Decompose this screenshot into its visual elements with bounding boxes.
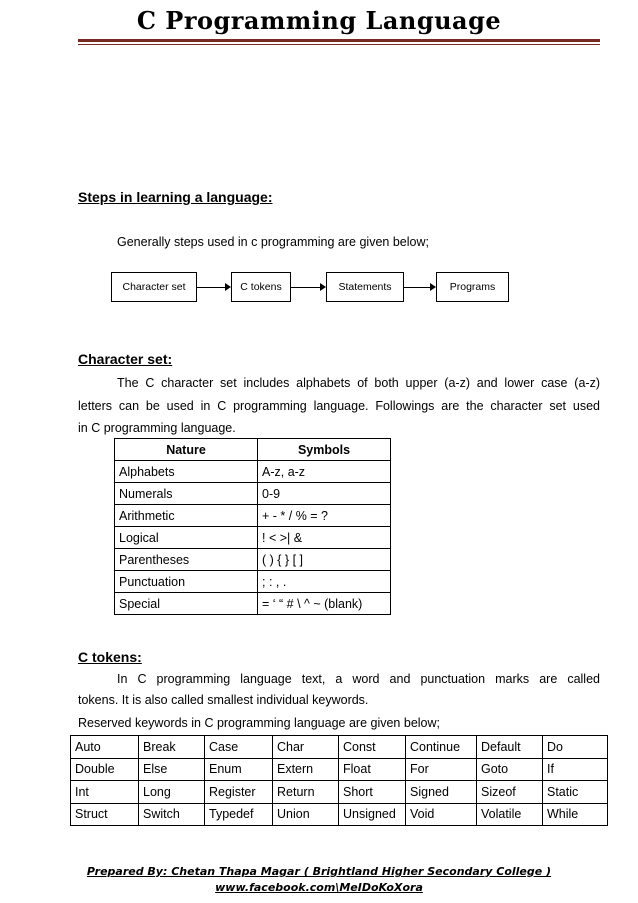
table-cell: Int <box>71 781 139 804</box>
table-cell: Short <box>339 781 406 804</box>
title-rule-thick <box>78 39 600 42</box>
table-row <box>71 781 608 804</box>
table-cell: A-z, a-z <box>258 461 391 483</box>
header-symbols: Symbols <box>258 439 391 461</box>
table-cell: 0-9 <box>258 483 391 505</box>
table-cell: Union <box>273 803 339 826</box>
table-cell: Break <box>139 736 205 759</box>
table-cell: Switch <box>139 803 205 826</box>
table-row <box>115 527 391 549</box>
footer-link[interactable]: www.facebook.com\MeIDoKoXora <box>215 881 423 894</box>
table-cell: Logical <box>115 527 258 549</box>
table-cell: Double <box>71 758 139 781</box>
table-cell: Numerals <box>115 483 258 505</box>
table-cell: Continue <box>406 736 477 759</box>
table-cell: Const <box>339 736 406 759</box>
table-cell: Special <box>115 593 258 615</box>
table-cell: Struct <box>71 803 139 826</box>
table-cell: = ‘ “ # \ ^ ~ (blank) <box>258 593 391 615</box>
table-cell: ! < >| & <box>258 527 391 549</box>
table-cell: Volatile <box>477 803 543 826</box>
flow-box-programs: Programs <box>436 272 509 302</box>
tokens-para-line3: Reserved keywords in C programming language are given below; <box>78 716 440 730</box>
table-row <box>71 803 608 826</box>
table-cell: Enum <box>205 758 273 781</box>
table-cell: Typedef <box>205 803 273 826</box>
charset-heading: Character set: <box>78 351 173 367</box>
table-row <box>115 483 391 505</box>
table-cell: If <box>543 758 608 781</box>
flow-arrow-1 <box>197 287 226 288</box>
table-cell: Case <box>205 736 273 759</box>
table-cell: Default <box>477 736 543 759</box>
table-cell: Signed <box>406 781 477 804</box>
table-cell: Return <box>273 781 339 804</box>
table-cell: For <box>406 758 477 781</box>
table-cell: ; : , . <box>258 571 391 593</box>
table-cell: Else <box>139 758 205 781</box>
table-cell: Static <box>543 781 608 804</box>
table-cell: Register <box>205 781 273 804</box>
table-row <box>71 736 608 759</box>
table-row <box>115 505 391 527</box>
flow-box-c-tokens: C tokens <box>231 272 291 302</box>
tokens-heading: C tokens: <box>78 649 142 665</box>
charset-table <box>114 438 391 615</box>
table-cell: + - * / % = ? <box>258 505 391 527</box>
charset-para-line3: in C programming language. <box>78 421 236 435</box>
table-cell: Void <box>406 803 477 826</box>
table-cell: Alphabets <box>115 461 258 483</box>
table-row <box>115 571 391 593</box>
page-title: C Programming Language <box>136 6 502 35</box>
steps-intro: Generally steps used in c programming are given below; <box>117 235 429 249</box>
table-row <box>71 758 608 781</box>
table-cell: ( ) { } [ ] <box>258 549 391 571</box>
table-cell: Do <box>543 736 608 759</box>
tokens-para-line1: In C programming language text, a word and punctuation marks are called <box>117 672 600 686</box>
charset-para-line1: The C character set includes alphabets of both upper (a-z) and lower case (a-z) <box>117 376 600 390</box>
flow-box-character-set: Character set <box>111 272 197 302</box>
table-cell: Char <box>273 736 339 759</box>
table-row <box>115 593 391 615</box>
steps-heading: Steps in learning a language: <box>78 189 273 205</box>
footer-credit: Prepared By: Chetan Thapa Magar ( Brightland Higher Secondary College ) <box>86 865 552 878</box>
table-cell: Goto <box>477 758 543 781</box>
table-row <box>115 461 391 483</box>
table-cell: While <box>543 803 608 826</box>
flow-arrow-3 <box>404 287 431 288</box>
table-cell: Auto <box>71 736 139 759</box>
table-cell: Extern <box>273 758 339 781</box>
tokens-para-line2: tokens. It is also called smallest individual keywords. <box>78 693 369 707</box>
table-cell: Parentheses <box>115 549 258 571</box>
table-cell: Float <box>339 758 406 781</box>
table-cell: Long <box>139 781 205 804</box>
table-cell: Unsigned <box>339 803 406 826</box>
table-cell: Punctuation <box>115 571 258 593</box>
charset-para-line2: letters can be used in C programming language. Followings are the character set used <box>78 399 600 413</box>
flow-arrow-2 <box>291 287 321 288</box>
table-row <box>115 549 391 571</box>
flow-box-statements: Statements <box>326 272 404 302</box>
keywords-table <box>70 735 608 826</box>
header-nature: Nature <box>115 439 258 461</box>
title-rule-thin <box>78 44 600 45</box>
charset-table-header <box>115 439 391 461</box>
table-cell: Sizeof <box>477 781 543 804</box>
table-cell: Arithmetic <box>115 505 258 527</box>
